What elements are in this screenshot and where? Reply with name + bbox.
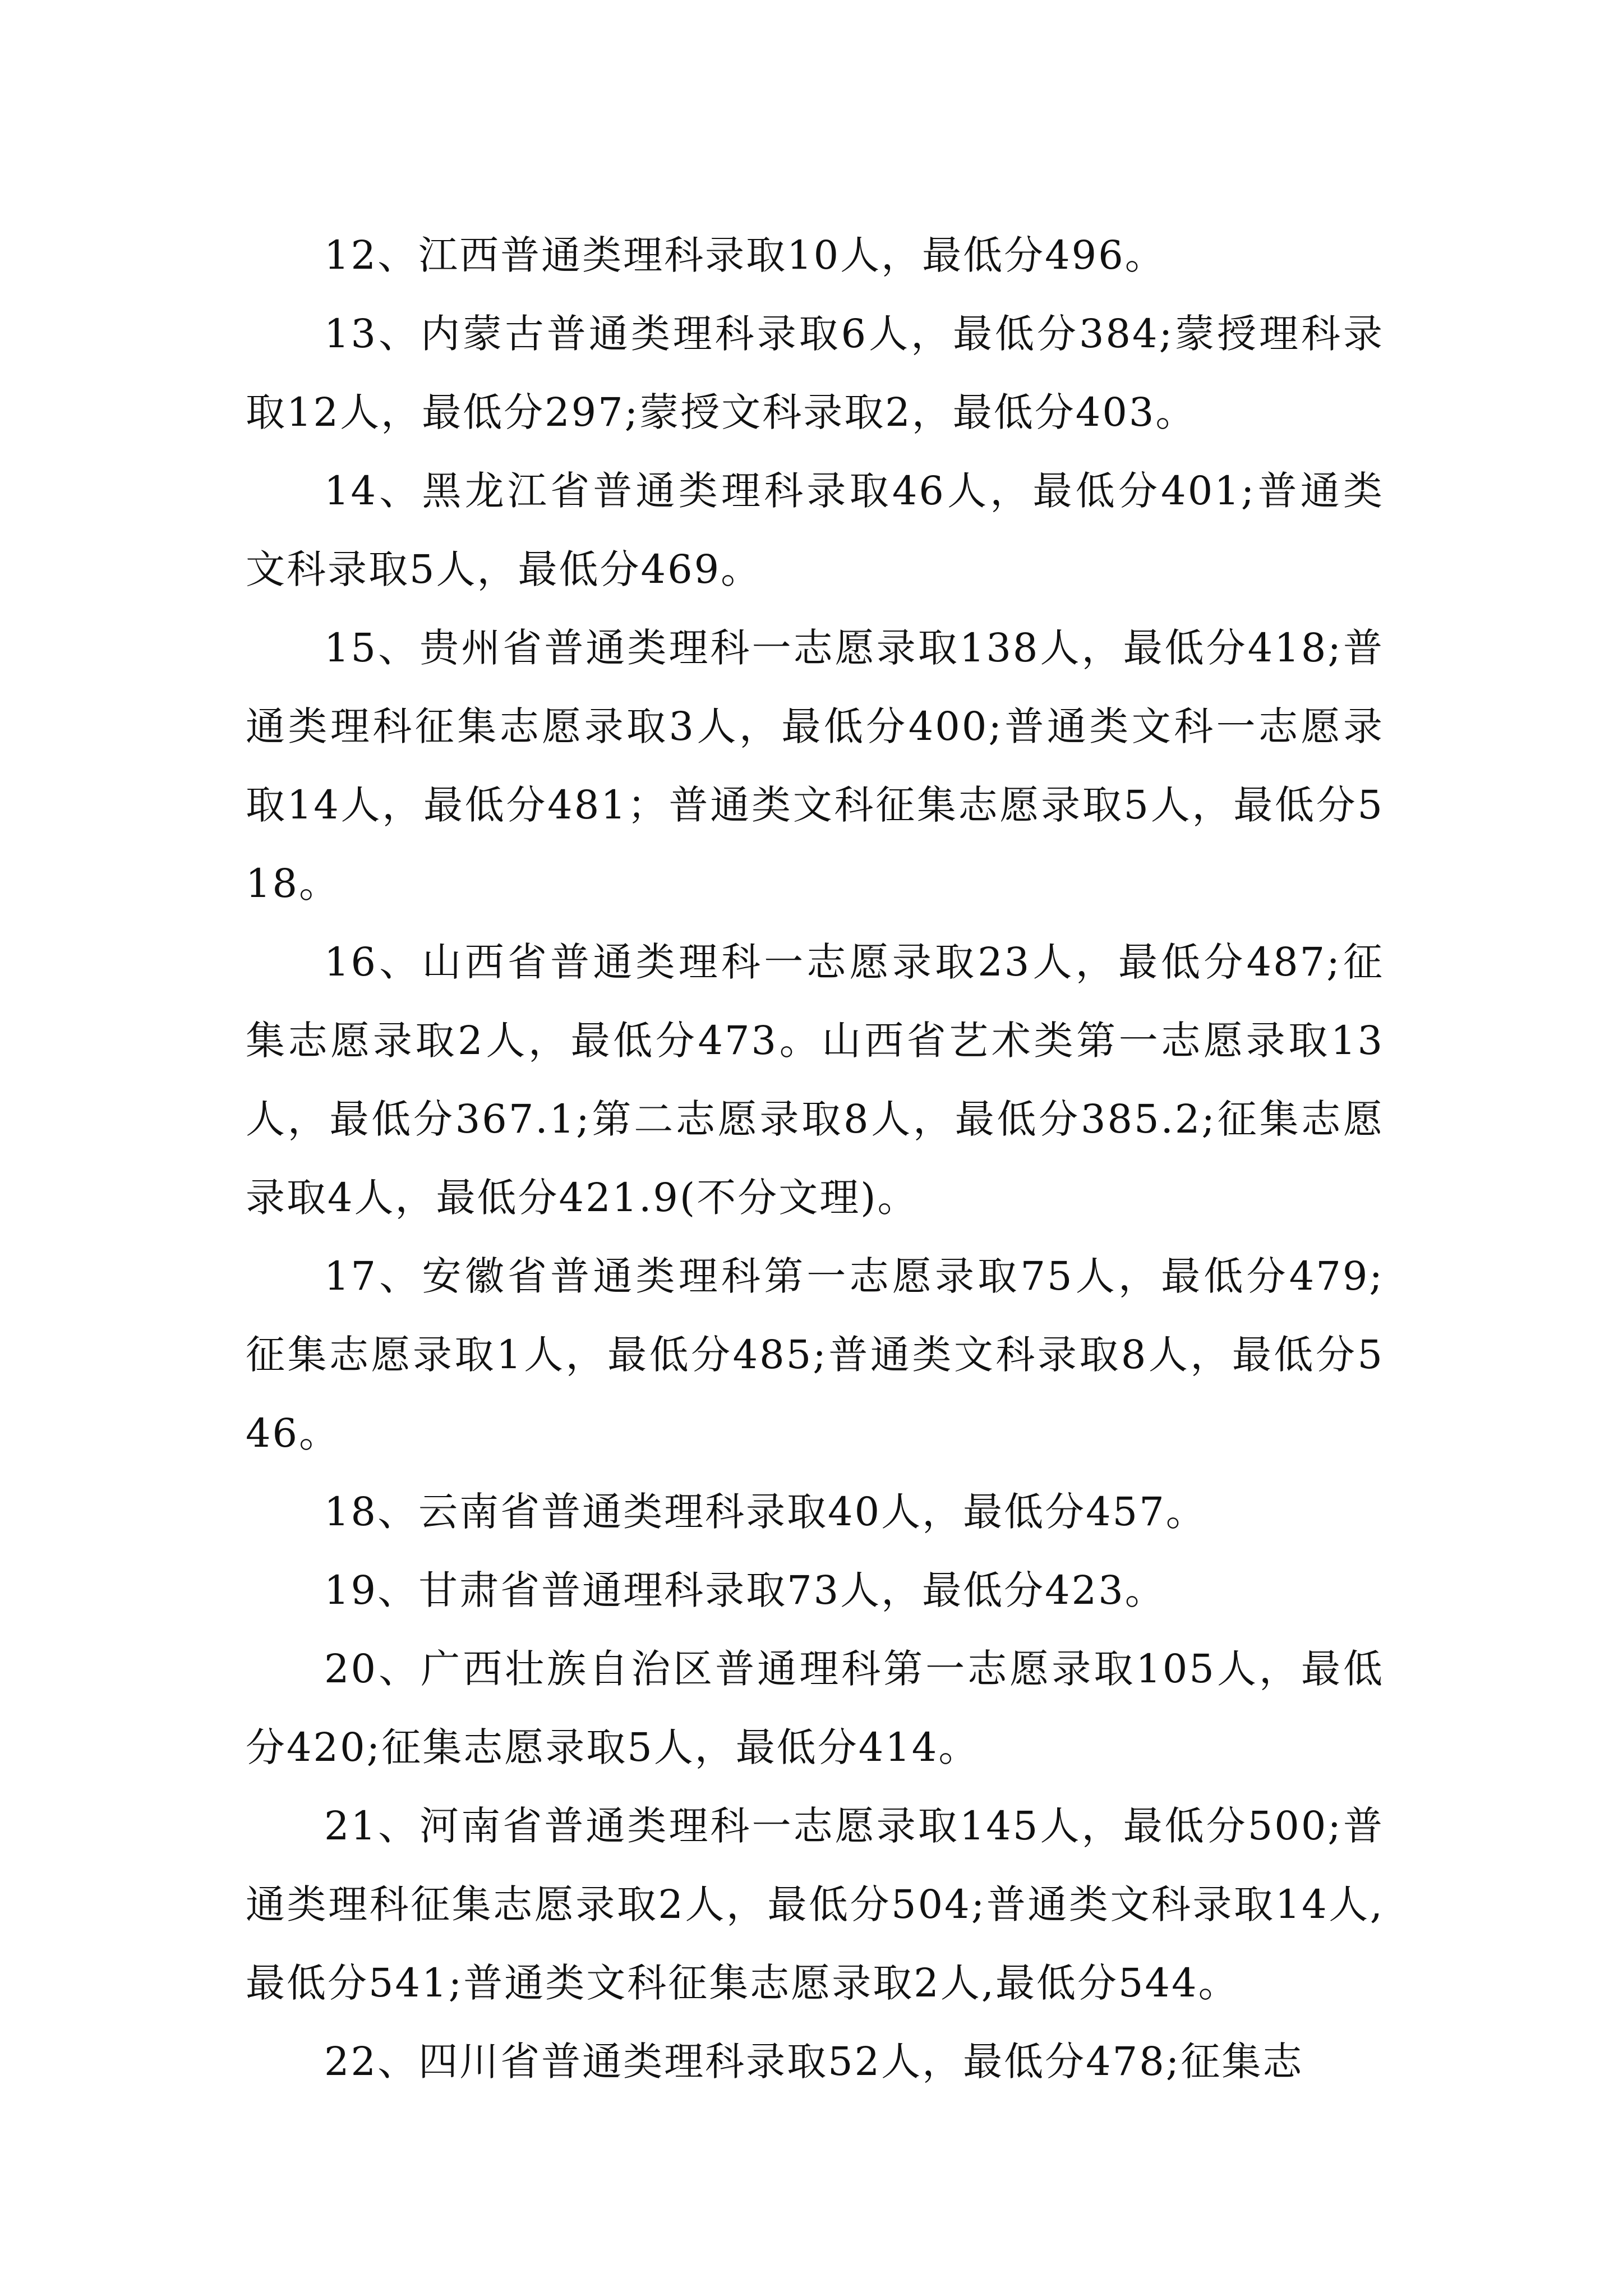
paragraph-item-19: 19、甘肃省普通理科录取73人，最低分423。 <box>324 1567 1166 1613</box>
paragraph-item-14: 14、黑龙江省普通类理科录取46人，最低分401;普通类文科录取5人，最低分469。 <box>246 468 1384 592</box>
paragraph-item-16: 16、山西省普通类理科一志愿录取23人，最低分487;征集志愿录取2人，最低分473。山西省艺术类第一志愿录取13人，最低分367.1;第二志愿录取8人，最低分385.2;征集志愿录取4人，最低分421.9(不分文理)。 <box>246 939 1384 1221</box>
paragraph-item-21: 21、河南省普通类理科一志愿录取145人，最低分500;普通类理科征集志愿录取2人，最低分504;普通类文科录取14人,最低分541;普通类文科征集志愿录取2人,最低分544。 <box>246 1803 1384 2006</box>
paragraph-item-12: 12、江西普通类理科录取10人，最低分496。 <box>324 232 1166 278</box>
paragraph-item-17: 17、安徽省普通类理科第一志愿录取75人，最低分479;征集志愿录取1人，最低分485;普通类文科录取8人，最低分546。 <box>246 1253 1384 1456</box>
document-body <box>246 216 1384 2101</box>
paragraph-item-20: 20、广西壮族自治区普通理科第一志愿录取105人，最低分420;征集志愿录取5人，最低分414。 <box>246 1646 1384 1770</box>
paragraph-item-13: 13、内蒙古普通类理科录取6人，最低分384;蒙授理科录取12人，最低分297;蒙授文科录取2，最低分403。 <box>246 311 1384 435</box>
paragraph-item-15: 15、贵州省普通类理科一志愿录取138人，最低分418;普通类理科征集志愿录取3人，最低分400;普通类文科一志愿录取14人，最低分481；普通类文科征集志愿录取5人，最低分518。 <box>246 625 1384 907</box>
paragraph-item-18: 18、云南省普通类理科录取40人，最低分457。 <box>324 1489 1207 1535</box>
paragraph-item-22: 22、四川省普通类理科录取52人，最低分478;征集志 <box>324 2039 1304 2085</box>
